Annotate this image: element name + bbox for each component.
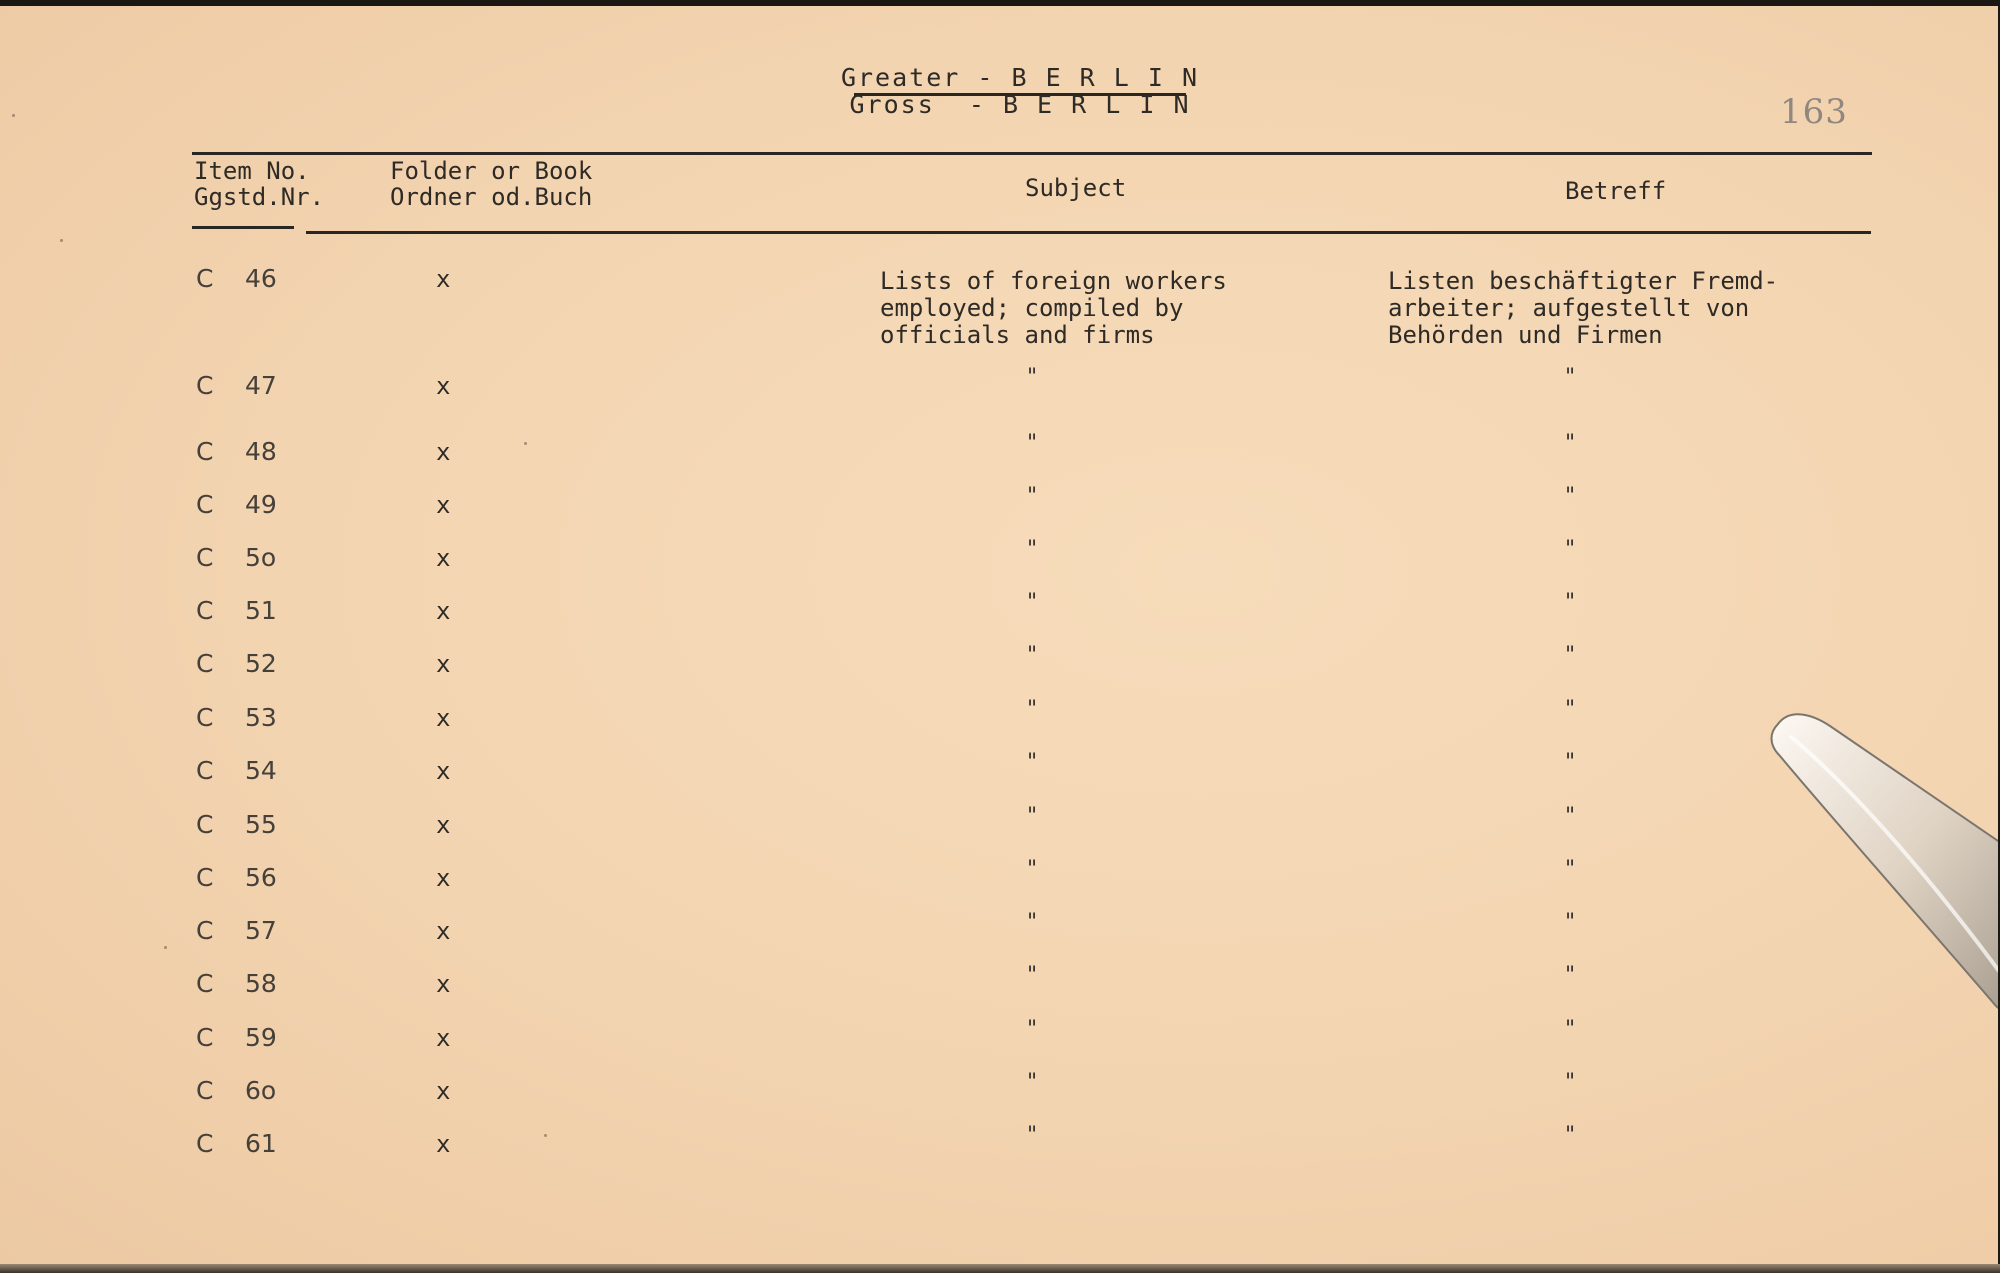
item-number: 54 bbox=[245, 756, 277, 785]
document-page bbox=[0, 6, 1998, 1264]
subject-ditto: " bbox=[1027, 365, 1038, 390]
folder-mark: x bbox=[436, 1130, 451, 1158]
betreff-text: Listen beschäftigter Fremd- arbeiter; aufgestellt von Behörden und Firmen bbox=[1388, 267, 1779, 349]
betreff-ditto: " bbox=[1565, 1123, 1576, 1148]
subject-ditto: " bbox=[1027, 697, 1038, 722]
item-number: 6o bbox=[245, 1076, 277, 1105]
table-row bbox=[0, 1123, 1998, 1159]
table-row bbox=[0, 1017, 1998, 1053]
table-row bbox=[0, 484, 1998, 520]
betreff-ditto: " bbox=[1565, 963, 1576, 988]
item-prefix: C bbox=[196, 863, 214, 892]
betreff-ditto: " bbox=[1565, 1070, 1576, 1095]
scan-edge bbox=[0, 1264, 2000, 1273]
table-row bbox=[0, 910, 1998, 946]
subject-ditto: " bbox=[1027, 484, 1038, 509]
folder-mark: x bbox=[436, 597, 451, 625]
item-number: 53 bbox=[245, 703, 277, 732]
folder-mark: x bbox=[436, 438, 451, 466]
folder-mark: x bbox=[436, 811, 451, 839]
folder-mark: x bbox=[436, 970, 451, 998]
subject-ditto: " bbox=[1027, 1070, 1038, 1095]
item-prefix: C bbox=[196, 264, 214, 293]
subject-ditto: " bbox=[1027, 537, 1038, 562]
item-prefix: C bbox=[196, 916, 214, 945]
folder-mark: x bbox=[436, 650, 451, 678]
column-header-item-en: Item No. bbox=[194, 157, 310, 185]
item-number: 52 bbox=[245, 649, 277, 678]
folder-mark: x bbox=[436, 544, 451, 572]
glass-weight-icon bbox=[1760, 706, 1998, 1046]
header-bottom-rule-left bbox=[192, 226, 294, 229]
subject-ditto: " bbox=[1027, 1123, 1038, 1148]
betreff-ditto: " bbox=[1565, 431, 1576, 456]
table-row bbox=[0, 857, 1998, 893]
betreff-ditto: " bbox=[1565, 537, 1576, 562]
folder-mark: x bbox=[436, 864, 451, 892]
item-number: 56 bbox=[245, 863, 277, 892]
betreff-ditto: " bbox=[1565, 857, 1576, 882]
page-number: 163 bbox=[1780, 92, 1848, 132]
table-row bbox=[0, 365, 1998, 401]
item-prefix: C bbox=[196, 490, 214, 519]
table-row bbox=[0, 963, 1998, 999]
folder-mark: x bbox=[436, 917, 451, 945]
item-prefix: C bbox=[196, 1023, 214, 1052]
table-row bbox=[0, 643, 1998, 679]
folder-mark: x bbox=[436, 491, 451, 519]
subject-ditto: " bbox=[1027, 643, 1038, 668]
table-row bbox=[0, 804, 1998, 840]
subject-ditto: " bbox=[1027, 963, 1038, 988]
item-number: 49 bbox=[245, 490, 277, 519]
betreff-ditto: " bbox=[1565, 484, 1576, 509]
item-number: 46 bbox=[245, 264, 277, 293]
subject-ditto: " bbox=[1027, 804, 1038, 829]
table-row bbox=[0, 1070, 1998, 1106]
paper-speck bbox=[12, 114, 15, 117]
title-german: Gross - B E R L I N bbox=[849, 90, 1191, 119]
item-number: 58 bbox=[245, 969, 277, 998]
table-row bbox=[0, 537, 1998, 573]
folder-mark: x bbox=[436, 757, 451, 785]
table-row bbox=[0, 431, 1998, 467]
item-prefix: C bbox=[196, 596, 214, 625]
item-prefix: C bbox=[196, 969, 214, 998]
subject-ditto: " bbox=[1027, 1017, 1038, 1042]
item-prefix: C bbox=[196, 1076, 214, 1105]
item-prefix: C bbox=[196, 543, 214, 572]
item-prefix: C bbox=[196, 371, 214, 400]
table-row bbox=[0, 590, 1998, 626]
folder-mark: x bbox=[436, 265, 451, 293]
column-header-folder-de: Ordner od.Buch bbox=[390, 183, 593, 211]
paper-speck bbox=[524, 442, 527, 445]
header-bottom-rule bbox=[306, 231, 1871, 234]
subject-ditto: " bbox=[1027, 750, 1038, 775]
folder-mark: x bbox=[436, 704, 451, 732]
betreff-ditto: " bbox=[1565, 697, 1576, 722]
item-prefix: C bbox=[196, 1129, 214, 1158]
subject-ditto: " bbox=[1027, 857, 1038, 882]
column-header-item bbox=[194, 158, 324, 210]
item-number: 61 bbox=[245, 1129, 277, 1158]
subject-ditto: " bbox=[1027, 431, 1038, 456]
column-header-folder bbox=[390, 158, 592, 210]
paper-speck bbox=[60, 239, 63, 242]
item-number: 57 bbox=[245, 916, 277, 945]
subject-ditto: " bbox=[1027, 910, 1038, 935]
table-row bbox=[0, 750, 1998, 786]
item-prefix: C bbox=[196, 703, 214, 732]
subject-text: Lists of foreign workers employed; compiled by officials and firms bbox=[880, 267, 1227, 349]
item-prefix: C bbox=[196, 756, 214, 785]
betreff-ditto: " bbox=[1565, 1017, 1576, 1042]
betreff-ditto: " bbox=[1565, 804, 1576, 829]
betreff-ditto: " bbox=[1565, 643, 1576, 668]
item-number: 47 bbox=[245, 371, 277, 400]
column-header-folder-en: Folder or Book bbox=[390, 157, 593, 185]
item-number: 59 bbox=[245, 1023, 277, 1052]
table-row bbox=[0, 697, 1998, 733]
item-number: 5o bbox=[245, 543, 277, 572]
subject-ditto: " bbox=[1027, 590, 1038, 615]
column-header-betreff: Betreff bbox=[1565, 177, 1667, 205]
betreff-ditto: " bbox=[1565, 590, 1576, 615]
item-number: 51 bbox=[245, 596, 277, 625]
betreff-ditto: " bbox=[1565, 365, 1576, 390]
column-header-subject: Subject bbox=[1025, 174, 1127, 202]
header-top-rule bbox=[192, 152, 1872, 155]
item-prefix: C bbox=[196, 437, 214, 466]
item-prefix: C bbox=[196, 649, 214, 678]
item-number: 55 bbox=[245, 810, 277, 839]
column-header-item-de: Ggstd.Nr. bbox=[194, 183, 325, 211]
paper-speck bbox=[544, 1134, 547, 1137]
folder-mark: x bbox=[436, 372, 451, 400]
item-prefix: C bbox=[196, 810, 214, 839]
folder-mark: x bbox=[436, 1077, 451, 1105]
title-english: Greater - B E R L I N bbox=[840, 63, 1200, 92]
table-row bbox=[0, 264, 1998, 349]
betreff-ditto: " bbox=[1565, 750, 1576, 775]
betreff-ditto: " bbox=[1565, 910, 1576, 935]
folder-mark: x bbox=[436, 1024, 451, 1052]
paper-speck bbox=[164, 946, 167, 949]
item-number: 48 bbox=[245, 437, 277, 466]
